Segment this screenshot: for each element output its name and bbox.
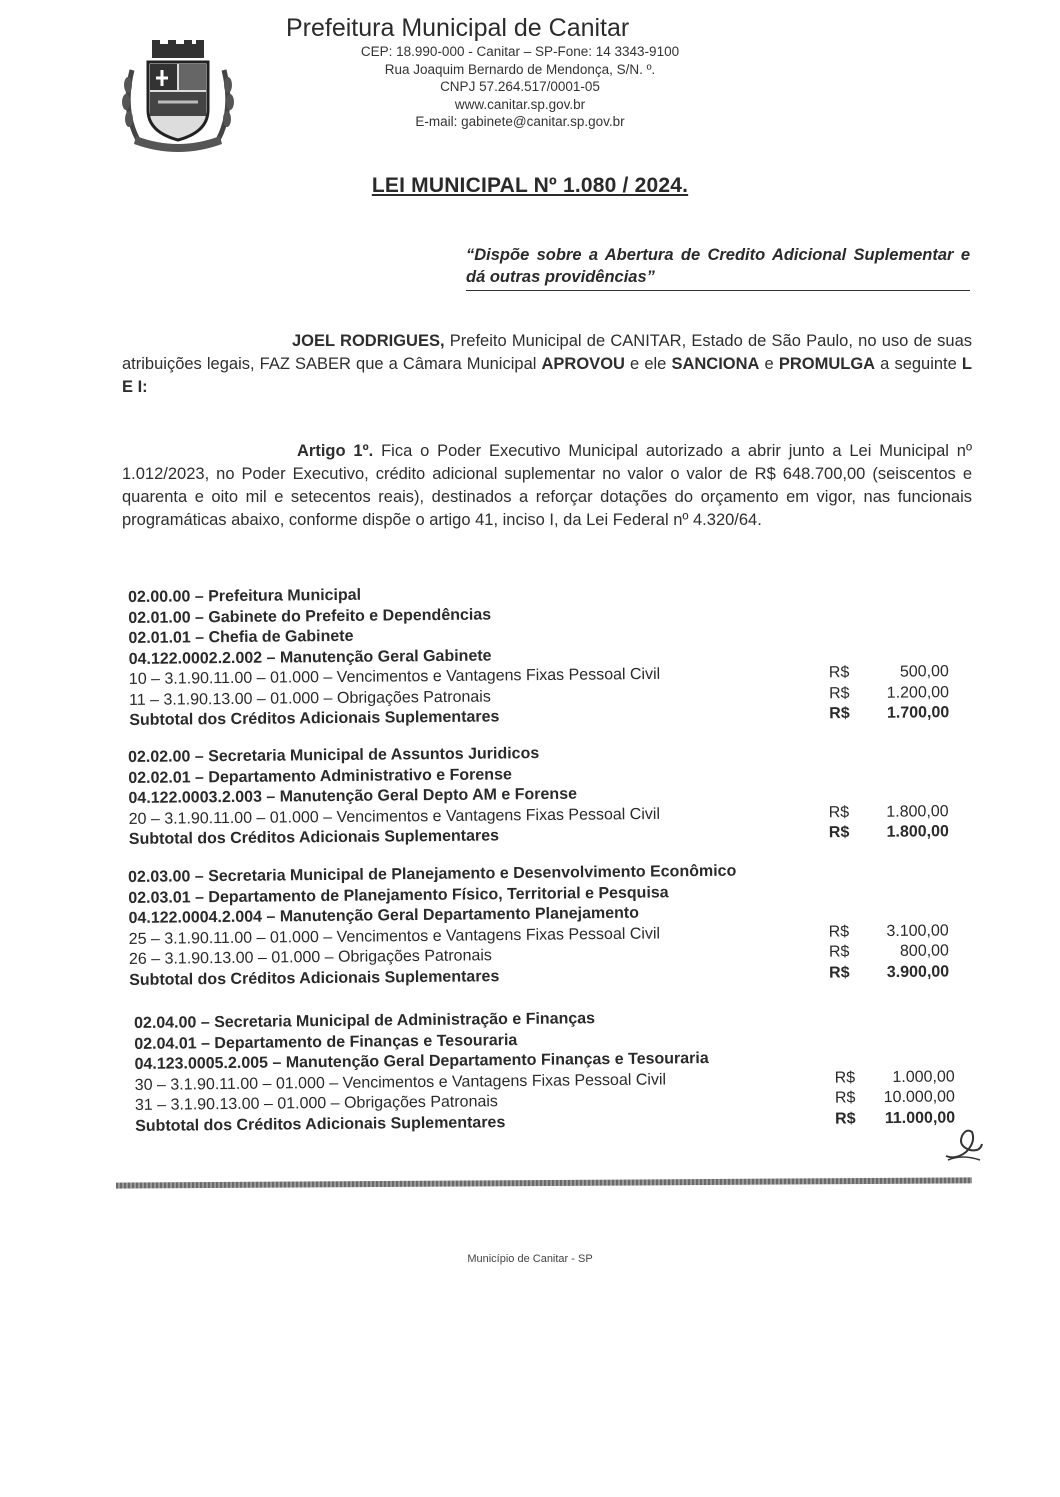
row-currency: R$ (834, 1089, 856, 1107)
footer-text: Município de Canitar - SP (467, 1253, 593, 1265)
header-email-line: E-mail: gabinete@canitar.sp.gov.br (415, 114, 625, 129)
block-heading: 02.01.00 – Gabinete do Prefeito e Dependências (128, 606, 492, 627)
block-heading: 02.03.00 – Secretaria Municipal de Planejamento e Desenvolvimento Econômico (128, 862, 737, 886)
row-description: 25 – 3.1.90.11.00 – 01.000 – Vencimentos e Vantagens Fixas Pessoal Civil (128, 924, 661, 948)
row-description: 26 – 3.1.90.13.00 – 01.000 – Obrigações Patronais (128, 947, 492, 968)
article-1-paragraph (122, 440, 972, 532)
budget-block (128, 859, 949, 991)
block-heading: 02.04.00 – Secretaria Municipal de Administração e Finanças (134, 1010, 596, 1032)
header-title: Prefeitura Municipal de Canitar (286, 14, 630, 42)
row-value: 1.000,00 (892, 1067, 955, 1086)
row-description: 20 – 3.1.90.11.00 – 01.000 – Vencimentos e Vantagens Fixas Pessoal Civil (128, 805, 661, 828)
preamble-text-1: Prefeito Municipal de CANITAR, Estado de São Paulo, no uso de suas atribuições legais, FAZ SABER que a Câmara Municipal (122, 332, 972, 373)
preamble-text-3: e (759, 355, 779, 373)
row-currency: R$ (828, 922, 850, 941)
header-cnpj-line: CNPJ 57.264.517/0001-05 (440, 79, 600, 94)
municipal-crest-icon (118, 40, 238, 152)
block-heading: 02.00.00 – Prefeitura Municipal (128, 586, 362, 606)
row-value: 800,00 (899, 942, 950, 960)
row-currency: R$ (834, 1068, 856, 1087)
row-description: 31 – 3.1.90.13.00 – 01.000 – Obrigações Patronais (134, 1093, 498, 1114)
subtotal-value: 3.900,00 (886, 962, 950, 981)
preamble-paragraph (122, 330, 972, 399)
block-heading: 04.122.0004.2.004 – Manutenção Geral Departamento Planejamento (128, 904, 640, 927)
header-website-line: www.canitar.sp.gov.br (454, 96, 586, 112)
budget-block (128, 580, 949, 731)
aprovou-word: APROVOU (541, 355, 625, 373)
row-currency: R$ (828, 664, 850, 682)
block-heading: 02.02.01 – Departamento Administrativo e Forense (128, 765, 512, 787)
row-value: 1.800,00 (886, 802, 949, 821)
block-heading: 02.02.00 – Secretaria Municipal de Assuntos Juridicos (128, 745, 540, 766)
subtotal-currency: R$ (835, 1109, 856, 1128)
block-heading: 04.122.0002.2.002 – Manutenção Geral Gabinete (128, 647, 492, 668)
row-description: 10 – 3.1.90.11.00 – 01.000 – Vencimentos e Vantagens Fixas Pessoal Civil (128, 665, 661, 688)
footer-divider (116, 1177, 972, 1188)
sanciona-word: SANCIONA (671, 355, 760, 373)
mayor-name: JOEL RODRIGUES, (292, 332, 445, 350)
block-heading: 02.01.01 – Chefia de Gabinete (128, 627, 354, 647)
row-value: 500,00 (899, 663, 949, 681)
budget-block (128, 740, 949, 850)
header-address-line: CEP: 18.990-000 - Canitar – SP-Fone: 14 3343-9100 (360, 44, 680, 59)
header-contact (300, 43, 740, 131)
subtotal-description: Subtotal dos Créditos Adicionais Suplementares (128, 827, 500, 848)
promulga-word: PROMULGA (778, 355, 876, 373)
lei-word: L E I: (122, 355, 973, 396)
row-currency: R$ (828, 943, 850, 961)
subtotal-currency: R$ (829, 963, 850, 982)
subtotal-description: Subtotal dos Créditos Adicionais Suplementares (129, 708, 500, 729)
subtotal-value: 1.800,00 (886, 823, 949, 841)
subtotal-description: Subtotal dos Créditos Adicionais Suplementares (129, 967, 500, 989)
block-heading: 04.122.0003.2.003 – Manutenção Geral Depto AM e Forense (128, 785, 578, 807)
row-value: 10.000,00 (883, 1088, 956, 1107)
row-description: 11 – 3.1.90.13.00 – 01.000 – Obrigações Patronais (128, 688, 491, 709)
subtotal-currency: R$ (828, 824, 850, 842)
subtotal-value: 1.700,00 (886, 704, 950, 722)
preamble-text-2: e ele (624, 355, 672, 373)
row-description: 30 – 3.1.90.11.00 – 01.000 – Vencimentos e Vantagens Fixas Pessoal Civil (134, 1070, 667, 1094)
ementa: “Dispõe sobre a Abertura de Credito Adicional Suplementar e dá outras providências” (466, 244, 970, 291)
article-1-label: Artigo 1º. (297, 442, 374, 460)
row-currency: R$ (828, 684, 850, 702)
block-heading: 02.04.01 – Departamento de Finanças e Tesouraria (134, 1031, 518, 1053)
law-title: LEI MUNICIPAL Nº 1.080 / 2024. (371, 174, 689, 197)
signature-icon (942, 1126, 986, 1164)
article-1-text: Fica o Poder Executivo Municipal autorizado a abrir junto a Lei Municipal nº 1.012/2023, no Poder Executivo, crédito adicional suplementar no valor o valor de R$ 648.700,00 (seiscentos e quarenta e oito mil e setecentos reais), destinados a reforçar dotações do orçamento em vigor, nas funcionais programáticas abaixo, conforme dispõe o artigo 41, inciso I, da Lei Federal nº 4.320/64. (122, 442, 972, 529)
block-heading: 02.03.01 – Departamento de Planejamento Físico, Territorial e Pesquisa (128, 883, 669, 907)
preamble-text-4: a seguinte (875, 355, 962, 373)
subtotal-currency: R$ (829, 705, 850, 723)
subtotal-description: Subtotal dos Créditos Adicionais Suplementares (135, 1113, 506, 1135)
subtotal-value: 11.000,00 (884, 1108, 956, 1127)
budget-block (134, 1005, 955, 1137)
header-street-line: Rua Joaquim Bernardo de Mendonça, S/N. º. (384, 61, 656, 77)
row-currency: R$ (828, 803, 850, 821)
row-value: 1.200,00 (886, 683, 950, 702)
row-value: 3.100,00 (886, 921, 949, 940)
block-heading: 04.123.0005.2.005 – Manutenção Geral Departamento Finanças e Tesouraria (134, 1049, 709, 1073)
